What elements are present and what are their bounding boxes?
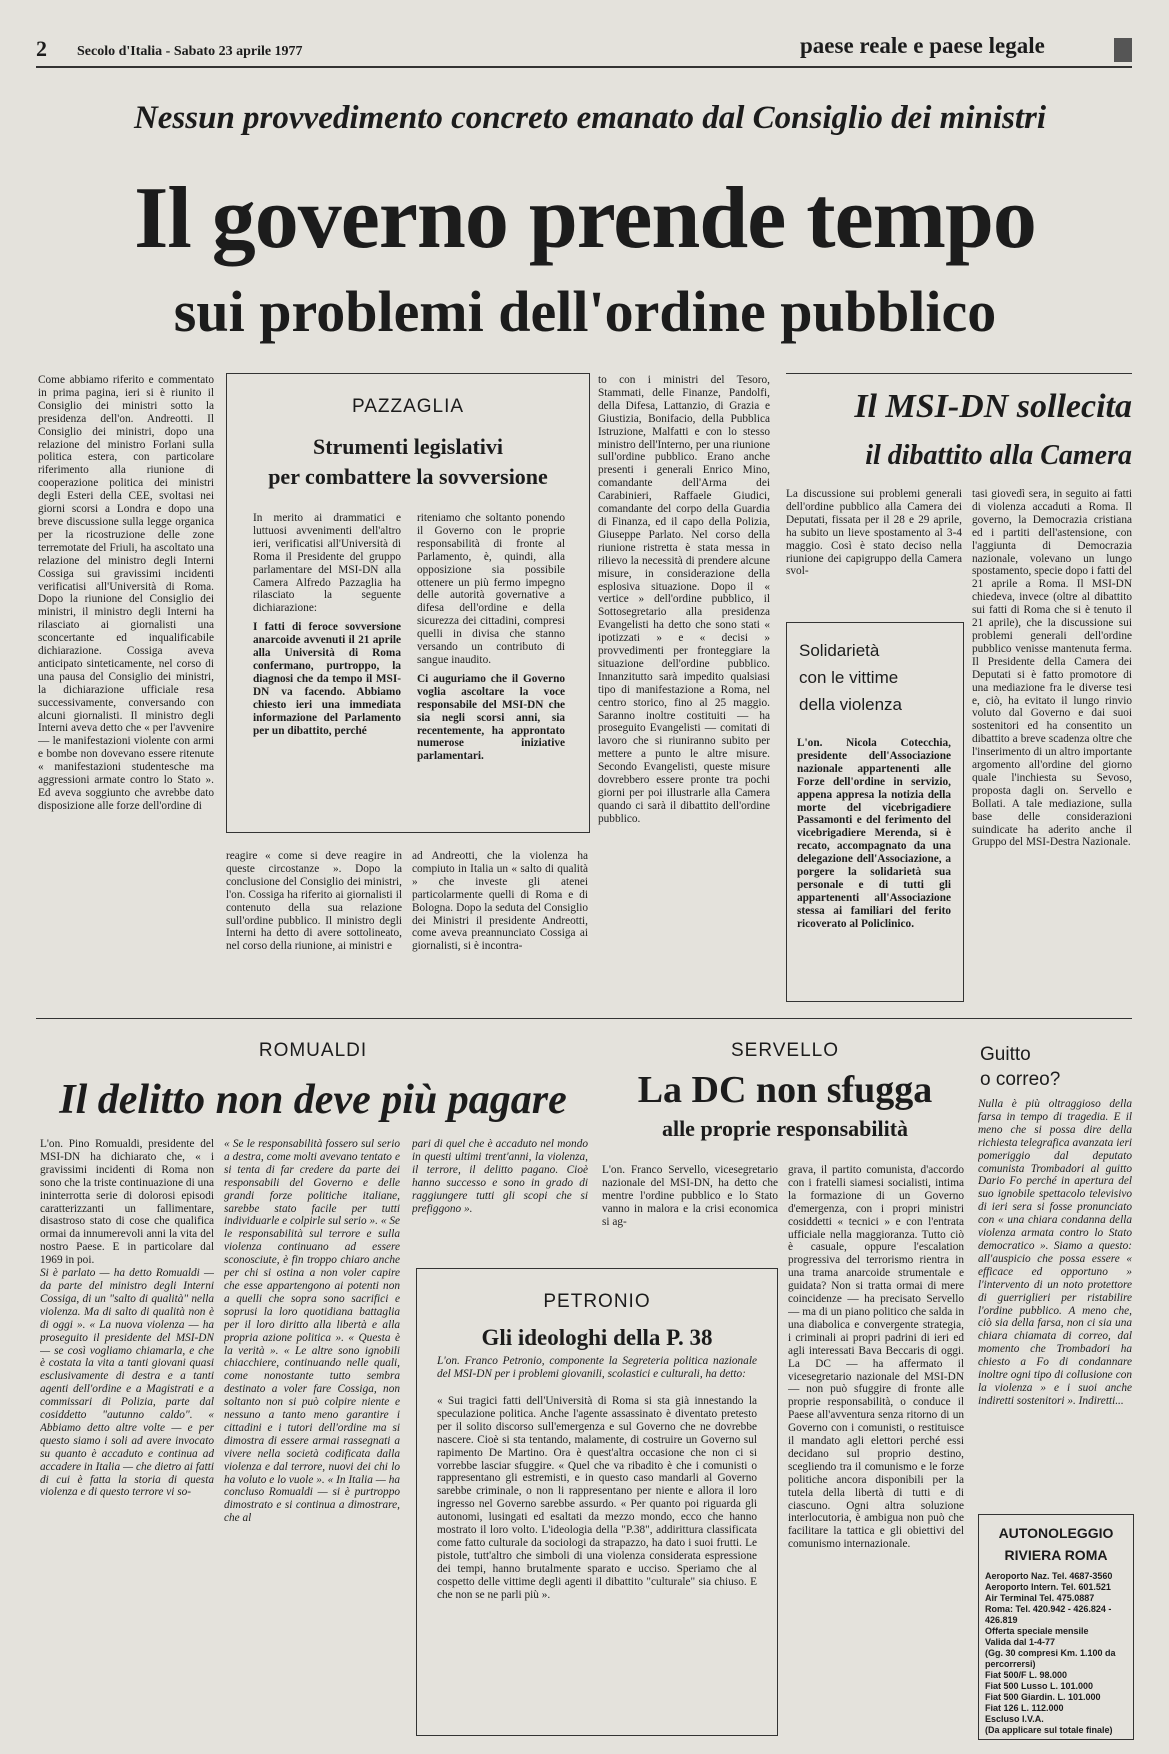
- pazzaglia-col-1-text: In merito ai drammatici e luttuosi avvenimenti dell'altro ieri, verificatisi all'Università di Roma il Presidente del gruppo parlamentare del MSI-DN alla Camera Alfredo Pazzaglia ha rilasciato la seguente dichiarazione:: [253, 512, 401, 615]
- ad-line: Fiat 500 Giardin. L. 101.000: [985, 1692, 1101, 1702]
- pazzaglia-col-2-text: riteniamo che soltanto ponendo il Governo con le proprie responsabilità di fronte al Parlamento, è, quindi, alla opposizione sia possibile ottenere un più fermo impegno delle autorità governative a difesa dell'ordine e della sicurezza dei cittadini, compresi quelli in divisa che stanno versando un contributo di sangue inaudito.: [417, 512, 565, 666]
- romualdi-col-3: pari di quel che è accaduto nel mondo in questi ultimi trent'anni, la violenza, il terrore, il delitto pagano. Cioè hanno successo e sono in grado di raggiungere tutti gli scopi che si prefiggono ».: [412, 1138, 588, 1215]
- ad-line: Fiat 126 L. 112.000: [985, 1703, 1064, 1713]
- pazzaglia-box: [226, 373, 590, 833]
- paper-date-line: Secolo d'Italia - Sabato 23 aprile 1977: [77, 44, 303, 59]
- servello-title-2: alle proprie responsabilità: [661, 1116, 909, 1141]
- ad-title-2: RIVIERA ROMA: [1004, 1547, 1108, 1563]
- romualdi-col-1: [40, 1138, 214, 1738]
- section-divider: [36, 1018, 1132, 1019]
- lead-column-4: to con i ministri del Tesoro, Stammati, delle Finanze, Pandolfi, della Difesa, Lattanzio, di Grazia e Giustizia, Bonifacio, della Pubblica Istruzione, Malfatti e con lo stesso ministro dell'Interno, per una riunione sull'ordine pubblico. Erano anche presenti i generali Enrico Mino, comandante dell'Arma dei Carabinieri, Raffaele Giudici, comandante del corpo della Guardia di Finanza, ed il capo della Polizia, Giuseppe Parlato. Nel corso della riunione ristretta è stata messa in rilievo la necessità di prendere alcune misure, in considerazione della esplosiva situazione. Dopo il « vertice » dell'ordine pubblico, il Sottosegretario alla presidenza Evangelisti ha detto che sono stati « ipotizzati » e « decisi » provvedimenti per fronteggiare la situazione dell'ordine pubblico. Innanzitutto sarà impedito qualsiasi tipo di manifestazione a Roma, nel centro storico, fino al 25 maggio. Saranno inoltre costituiti — ha proseguito Evangelisti — comitati di lavoro che si riuniranno subito per mettere a punto le altre misure. Secondo Evangelisti, queste misure dovrebbero essere pronte tra pochi giorni per poi illustrarle alla Camera quando ci sarà il dibattito dell'ordine pubblico.: [598, 374, 770, 825]
- guitto-title-1: Guitto: [980, 1044, 1031, 1065]
- pazzaglia-col-1: [253, 512, 401, 820]
- section-title: paese reale e paese legale: [800, 33, 1045, 58]
- petronio-box: [416, 1268, 778, 1736]
- ad-line: Offerta speciale mensile: [985, 1626, 1089, 1636]
- guitto-title-2: o correo?: [980, 1069, 1061, 1090]
- petronio-intro: L'on. Franco Petronio, componente la Segreteria politica nazionale del MSI-DN per i problemi giovanili, scolastici e culturali, ha detto:: [437, 1355, 757, 1380]
- servello-col-2: grava, il partito comunista, d'accordo con i fratelli siamesi socialisti, intima la formazione di un Governo d'emergenza, con i propri ministri cosiddetti « tecnici » e con l'entrata ufficiale nella maggioranza. Tutto ciò è casuale, oppure l'escalation progressiva del terrorismo rientra in una trama anarcoide strumentale e guidata? Non si tratta ormai di mere coincidenze — ha precisato Servello — ma di un piano politico che salda in una diabolica e convergente strategia, i criminali ai propri padrini di ieri ed agli interessati Bava Beccaris di oggi. La DC — ha affermato il vicesegretario nazionale del MSI-DN — non può sfuggire di fronte alle proprie responsabilità, o conduce il Paese all'avventura senza ritorno di un Governo con i comunisti, o restituisce il mandato agli elettori perché essi decidano sul proprio destino, scegliendo tra il comunismo e le forze politiche ancora disponibili per la tutela della libertà di tutti e di ciascuno. Ogni altra soluzione interlocutoria, è ambigua non può che facilitare la tattica e gli obiettivi del comunismo internazionale.: [788, 1164, 964, 1551]
- guitto-body: Nulla è più oltraggioso della farsa in tempo di tragedia. E il meno che si possa dire della richiesta telegrafica avanzata ieri pomeriggio dal deputato comunista Trombadori al guitto Dario Fo perché in apertura del suo ignobile spettacolo televisivo di ieri sera si fosse pronunciato con « una chiara condanna della violenza armata contro lo Stato democratico ». Siamo a questo: all'auspicio che possa essere « efficace ed opportuno » l'intervento di un noto protettore di guerriglieri per ristabilire l'ordine pubblico. A meno che, ciò sia della farsa, non ci sia una chiara chiamata di correo, dal momento che Trombadori ha chiesto a Fo di condannare inoltre ogni tipo di collusione con la violenza » e i suoi anche indiretti sostenitori ». Indiretti...: [978, 1098, 1132, 1407]
- lead-headline: Il governo prende tempo: [134, 170, 1036, 267]
- servello-title-1: La DC non sfugga: [637, 1069, 933, 1111]
- msi-col-2: tasi giovedì sera, in seguito ai fatti di violenza accaduti a Roma. Il governo, la Democrazia cristiana ed i partiti dell'astensione, con l'aggiunta di Democrazia nazionale, volevano un lungo spostamento, specie dopo i fatti del 21 aprile a Roma. Il MSI-DN chiedeva, invece (oltre al dibattito sui fatti di Roma che si è tenuto il 21 aprile), che la discussione sui problemi generali dell'ordine pubblico venisse mantenuta ferma. Il Presidente della Camera dei Deputati si è fatto promotore di una mediazione fra le diverse tesi e, ciò, ha evitato il lungo rinvio voluto dal Governo e dai suoi sostenitori ed ha consentito un dibattito a breve scadenza oltre che l'inserimento di un altro importante argomento all'ordine del giorno quale l'inchiesta su Sevoso, proposta dagli on. Servello e Bollati. A tale mediazione, sulla base delle considerazioni suindicate ha aderito anche il Gruppo del MSI-Destra Nazionale.: [972, 488, 1132, 849]
- romualdi-title: Il delitto non deve più pagare: [59, 1077, 567, 1123]
- petronio-body: « Sui tragici fatti dell'Università di Roma si sta già innestando la speculazione politica. Anche l'agente assassinato è diventato pretesto per il solito discorso sull'emergenza e sul Governo che ne dovrebbe nascere. Cioè si sta tentando, malamente, di costruire un Governo sul rapimento De Martino. Ora è quest'altra occasione che non ci si vorrebbe lasciar sfuggire. « Quel che va ribadito è che i comunisti o rappresentano gli estremisti, e in questo caso mandarli al Governo sarebbe criminale, o non li rappresentano per niente e allora il loro ingresso nel Governo sarebbe assurdo. « Per quanto poi riguarda gli autonomi, lusingati ed esaltati da mezzo mondo, ecco che hanno mostrato il loro volto. L'ideologia della "P.38", addirittura classificata come fatto culturale da sociologi da strapazzo, ha dato i suoi frutti. Le pistole, tutt'altro che simboli di una violenza considerata espressione dei tempi, hanno brutalmente sparato e ucciso. Speriamo che al cospetto delle vittime degli agenti il dibattito "culturale" sia chiuso. E che non se ne parli più ».: [437, 1395, 757, 1601]
- pazzaglia-col-2: [417, 512, 565, 820]
- romualdi-col-1-intro: L'on. Pino Romualdi, presidente del MSI-DN ha dichiarato che, « i gravissimi incidenti di Roma non sono che la triste continuazione di una ininterrotta serie di dolorosi episodi caratterizzanti un fallimentare, disastroso stato di cose che qualifica ormai da innumerevoli anni la vita del nostro Paese. E in particolare dal 1969 in poi.: [40, 1138, 214, 1267]
- solidarieta-title-3: della violenza: [799, 695, 903, 714]
- servello-col-1: L'on. Franco Servello, vicesegretario nazionale del MSI-DN, ha detto che mentre l'ordine pubblico e lo Stato vanno in malora e la crisi economica si ag-: [602, 1164, 778, 1228]
- ad-line: (Da applicare sul totale finale): [985, 1725, 1113, 1735]
- section-mark-icon: [1114, 38, 1132, 62]
- servello-kicker: SERVELLO: [731, 1040, 839, 1061]
- solidarieta-title-1: Solidarietà: [799, 641, 880, 660]
- msi-title-1: Il MSI-DN sollecita: [854, 388, 1132, 425]
- solidarieta-box: [786, 622, 964, 1002]
- msi-title-2: il dibattito alla Camera: [865, 440, 1132, 471]
- romualdi-col-1-quote: Si è parlato — ha detto Romualdi — da parte del ministro degli Interni Cossiga, di un "salto di qualità" nella violenza. Ma di salto di qualità non è di oggi ». « La nuova violenza — ha proseguito il presidente del MSI-DN — se così vogliamo chiamarla, e che è costata la vita a tanti giovani quasi esclusivamente di destra e a tanti agenti dell'ordine e a Magistrati e a commissari di Polizia, parte dal cosiddetto "autunno caldo". « Abbiamo detto altre volte — e per questo siamo i soli ad avere invocato su quanto è accaduto e continua ad accadere in Italia — che dietro ai fatti di cui è fatta la storia di questa violenza e di questo terrore vi so-: [40, 1267, 214, 1499]
- ad-line: Fiat 500/F L. 98.000: [985, 1670, 1068, 1680]
- ad-line: Escluso I.V.A.: [985, 1714, 1044, 1724]
- msi-rule: [786, 373, 1132, 374]
- ad-line: Aeroporto Naz. Tel. 4687-3560: [985, 1571, 1113, 1581]
- autonoleggio-ad: [978, 1514, 1134, 1740]
- lead-column-3: ad Andreotti, che la violenza ha compiuto in Italia un « salto di qualità » che investe gli atenei particolarmente quelli di Roma e di Bologna. Dopo la seduta del Consiglio dei Ministri il presidente Andreotti, come aveva preannunciato Cossiga ai giornalisti, si è incontra-: [412, 850, 588, 953]
- lead-kicker: Nessun provvedimento concreto emanato dal Consiglio dei ministri: [133, 100, 1047, 136]
- page-number: 2: [36, 36, 47, 61]
- ad-line: (Gg. 30 compresi Km. 1.100 da percorrersi): [985, 1648, 1116, 1669]
- ad-lines: [985, 1571, 1127, 1736]
- msi-col-1: La discussione sui problemi generali dell'ordine pubblico alla Camera dei Deputati, fissata per il 28 e 29 aprile, ha subito un lieve spostamento al 3-4 maggio. Così è stato deciso nella riunione dei capigruppo della Camera svol-: [786, 488, 962, 578]
- ad-line: Valida dal 1-4-77: [985, 1637, 1056, 1647]
- romualdi-kicker: ROMUALDI: [258, 1040, 368, 1061]
- pazzaglia-kicker: PAZZAGLIA: [351, 396, 465, 417]
- lead-column-2: reagire « come si deve reagire in queste circostanze ». Dopo la conclusione del Consiglio dei ministri, l'on. Cossiga ha riferito ai giornalisti il contenuto della sua relazione sull'ordine pubblico. Il ministro degli Interni ha detto di avere sottolineato, nel corso della riunione, ai ministri e: [226, 850, 402, 953]
- pazzaglia-title-1: Strumenti legislativi: [312, 434, 504, 459]
- pazzaglia-col-1-bold: I fatti di feroce sovversione anarcoide avvenuti il 21 aprile alla Università di Roma confermano, purtroppo, la diagnosi che da tempo il MSI-DN va facendo. Abbiamo chiesto ieri una immediata informazione del Parlamento per un dibattito, perché: [253, 621, 401, 737]
- pazzaglia-title-2: per combattere la sovversione: [268, 464, 548, 489]
- ad-line: Air Terminal Tel. 475.0887: [985, 1593, 1095, 1603]
- solidarieta-body: L'on. Nicola Cotecchia, presidente dell'Associazione nazionale appartenenti alle Forze dell'ordine in servizio, appena appresa la notizia della morte del vicebrigadiere Passamonti e del ferimento del vicebrigadiere Merenda, si è recato, accompagnato da una delegazione dell'Associazione, a porgere la solidarietà sua personale e di tutti gli appartenenti all'Associazione stessa ai familiari del ferito ricoverato al Policlinico.: [797, 737, 951, 930]
- ad-line: Fiat 500 Lusso L. 101.000: [985, 1681, 1094, 1691]
- romualdi-col-2: « Se le responsabilità fossero sul serio a destra, come molti avevano tentato e si tenta di far credere da parte dei responsabili del Governo e delle grandi forze politiche italiane, sarebbe stato facile per tutti individuarle e colpirle sul serio ». « Se le responsabilità sul terrore e sulla violenza continuano ad essere sconosciute, è fin troppo chiaro anche per chi si ostina a non voler capire che esse appartengono ai potenti non a quelli che sopra sono sacrifici e soprusi la loro quotidiana battaglia per il loro diritto alla libertà e alla propria azione politica ». « Questa è la verità ». « Le altre sono ignobili chiacchiere, continuando nelle quali, come nonostante tutto sembra destinato a voler fare Cossiga, non soltanto non si può colpire niente e nessuno a tanto meno garantire i cittadini e i tutori dell'ordine ma si dimostra di essere armai rassegnati a vivere nella società codificata dalla violenza e dal terrore, nuovi dei chi lo ha voluto e lo vuole ». « In Italia — ha concluso Romualdi — si è purtroppo dimostrato e si continua a dimostrare, che al: [224, 1138, 400, 1525]
- guitto-title: [980, 1042, 1060, 1092]
- ad-line: Roma: Tel. 420.942 - 426.824 - 426.819: [985, 1604, 1112, 1625]
- pazzaglia-col-2-bold: Ci auguriamo che il Governo voglia ascoltare la voce responsabile del MSI-DN che sia negli scorsi anni, sia recentemente, ha approntato numerose iniziative parlamentari.: [417, 672, 565, 763]
- lead-subhead: sui problemi dell'ordine pubblico: [173, 279, 997, 344]
- masthead-rule: [36, 66, 1132, 68]
- lead-column-1: Come abbiamo riferito e commentato in prima pagina, ieri si è riunito il Consiglio dei ministri sotto la presidenza dell'on. Andreotti. Il Consiglio dei ministri, dopo una relazione del ministro Forlani sulla politica estera, con particolare riferimento alla riunione di cooperazione politica dei ministri degli Esteri della CEE, svoltasi nei giorni scorsi a Londra e dopo una breve discussione sulla legge organica per la ricostruzione delle zone terremotate del Friuli, ha ascoltato una relazione del ministro degli Interni Cossiga sui gravissimi incidenti verificatisi all'Università di Roma. Dopo la riunione del Consiglio dei ministri, il ministro degli Interni ha rilasciato ai giornalisti una sconcertante ed inqualificabile dichiarazione. Cossiga aveva anticipato sinteticamente, nel corso di una pausa del Consiglio dei ministri, la dichiarazione ufficiale resa successivamente, conversando con alcuni giornalisti. Il ministro degli Interni aveva detto che « per l'avvenire — le manifestazioni violente con armi e bombe non dovevano essere ritenute « manifestazioni studentesche ma aggressioni armate contro lo Stato ». Ed aveva soggiunto che avrebbe dato disposizione alle forze dell'ordine di: [38, 374, 214, 812]
- petronio-kicker: PETRONIO: [543, 1291, 651, 1312]
- petronio-title: Gli ideologhi della P. 38: [481, 1325, 713, 1350]
- ad-line: Aeroporto Intern. Tel. 601.521: [985, 1582, 1111, 1592]
- ad-title-1: AUTONOLEGGIO: [998, 1525, 1114, 1541]
- solidarieta-title-2: con le vittime: [799, 668, 899, 687]
